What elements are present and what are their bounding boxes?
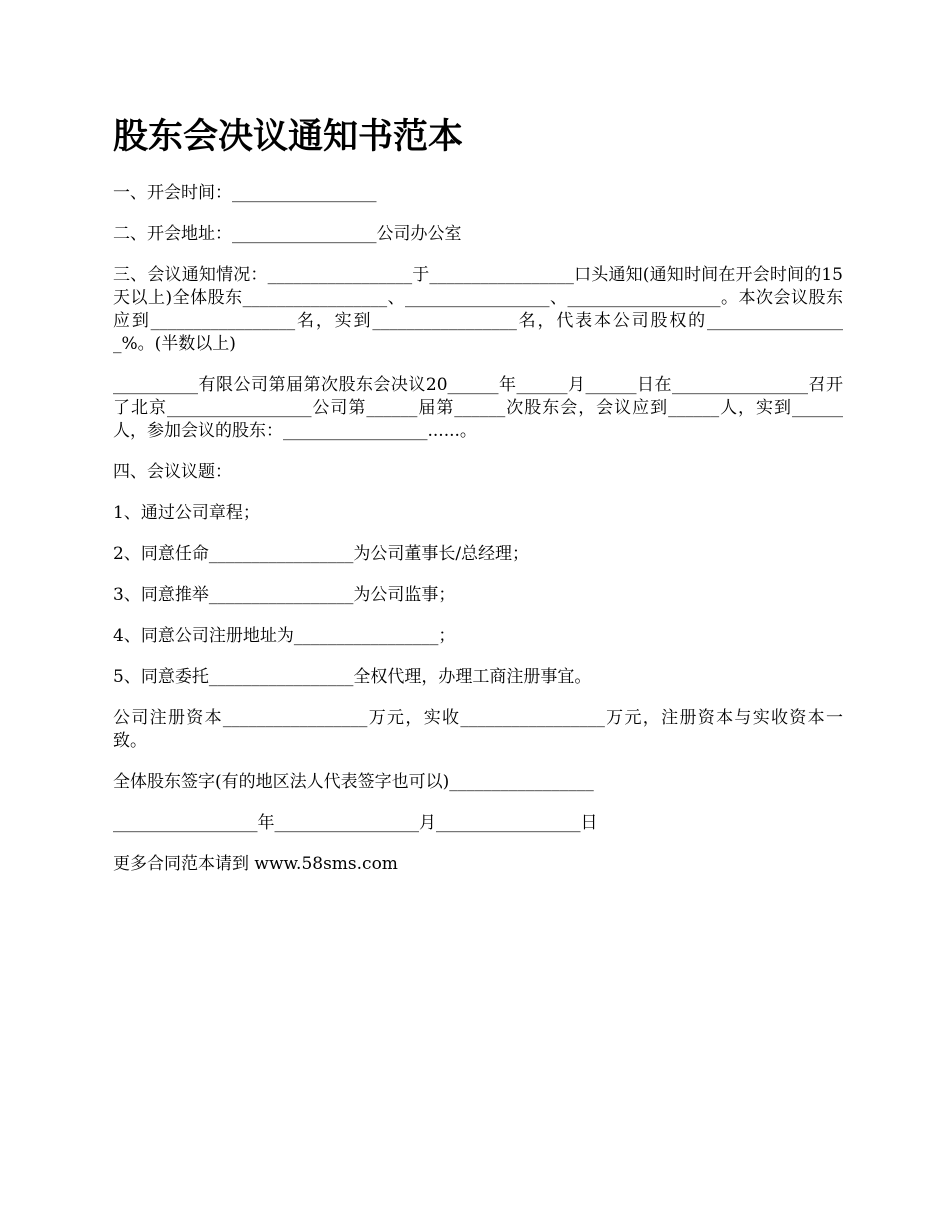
- agenda-item-5: 5、同意委托_________________全权代理，办理工商注册事宜。: [113, 667, 592, 687]
- document-title: 股东会决议通知书范本: [113, 116, 464, 157]
- agenda-item-1: 1、通过公司章程；: [113, 503, 260, 523]
- meeting-address-line: 二、开会地址：_________________公司办公室: [113, 224, 462, 244]
- registered-capital-paragraph: 公司注册资本_________________万元，实收_________________万元，注册资本与实收资本一致。: [113, 708, 843, 751]
- date-line: _________________年_________________月_________________日: [113, 813, 598, 833]
- footer-link-text: 更多合同范本请到 www.58sms.com: [113, 854, 398, 874]
- meeting-notice-paragraph: 三、会议通知情况：_________________于_________________口头通知(通知时间在开会时间的15天以上)全体股东_________________、_________________、__________________。本次会议股东应到_________________名，实到_________________名，代表本公司股权的_________________%。(半数以上): [113, 265, 843, 354]
- meeting-time-line: 一、开会时间：_________________: [113, 183, 377, 203]
- resolution-paragraph: __________有限公司第届第次股东会决议20______年______月______日在________________召开了北京_________________公司第______届第______次股东会，会议应到______人，实到______人，参加会议的股东：_________________......。: [113, 375, 843, 441]
- agenda-item-3: 3、同意推举_________________为公司监事；: [113, 585, 456, 605]
- shareholder-signature-line: 全体股东签字(有的地区法人代表签字也可以)_________________: [113, 772, 594, 792]
- agenda-item-4: 4、同意公司注册地址为_________________；: [113, 626, 456, 646]
- agenda-heading: 四、会议议题：: [113, 462, 232, 482]
- document-page: [113, 112, 843, 894]
- agenda-item-2: 2、同意任命_________________为公司董事长/总经理；: [113, 544, 530, 564]
